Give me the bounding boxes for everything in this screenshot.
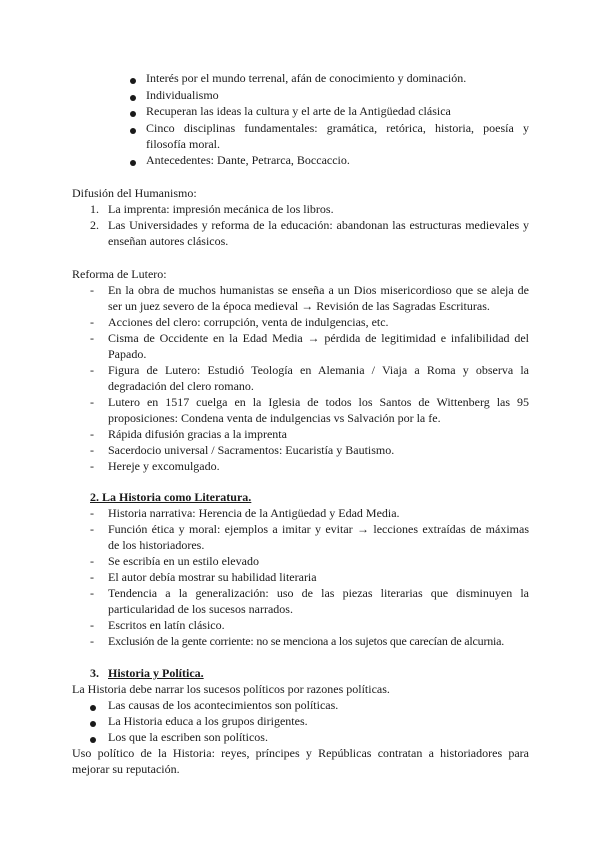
list-dash: -: [90, 554, 94, 568]
section-heading: Historia y Política.: [108, 666, 204, 680]
bullet-dot: [130, 128, 136, 134]
bullet-dot: [130, 160, 136, 166]
list-item-continuation: proposiciones: Condena venta de indulgencias vs Salvación por la fe.: [108, 411, 441, 425]
list-item: Las Universidades y reforma de la educación: abandonan las estructuras medievales y: [108, 218, 529, 232]
list-dash: -: [90, 586, 94, 600]
list-dash: -: [90, 363, 94, 377]
list-item-continuation: filosofía moral.: [146, 137, 220, 151]
list-dash: -: [90, 315, 94, 329]
list-dash: -: [90, 459, 94, 473]
list-dash: -: [90, 618, 94, 632]
list-item: Las causas de los acontecimientos son políticas.: [108, 698, 339, 712]
list-item-continuation: particularidad de los sucesos narrados.: [108, 602, 293, 616]
list-dash: -: [90, 570, 94, 584]
section-heading: Reforma de Lutero:: [72, 267, 167, 281]
list-item: Acciones del clero: corrupción, venta de indulgencias, etc.: [108, 315, 389, 329]
list-item-continuation: Papado.: [108, 347, 147, 361]
list-item: Hereje y excomulgado.: [108, 459, 220, 473]
bullet-dot: [130, 95, 136, 101]
list-item: Antecedentes: Dante, Petrarca, Boccaccio.: [146, 153, 350, 167]
list-item: Escritos en latín clásico.: [108, 618, 225, 632]
bullet-dot: [130, 78, 136, 84]
list-dash: -: [90, 283, 94, 297]
list-item: Los que la escriben son políticos.: [108, 730, 268, 744]
paragraph-continuation: mejorar su reputación.: [72, 762, 180, 776]
list-dash: -: [90, 427, 94, 441]
section-heading: Difusión del Humanismo:: [72, 186, 197, 200]
list-item: Lutero en 1517 cuelga en la Iglesia de todos los Santos de Wittenberg las 95: [108, 395, 529, 409]
list-item: Historia narrativa: Herencia de la Antigüedad y Edad Media.: [108, 506, 400, 520]
bullet-dot: [90, 737, 96, 743]
list-dash: -: [90, 443, 94, 457]
paragraph: La Historia debe narrar los sucesos políticos por razones políticas.: [72, 682, 390, 696]
list-item: Cisma de Occidente en la Edad Media → pérdida de legitimidad e infalibilidad del: [108, 331, 529, 345]
paragraph: Uso político de la Historia: reyes, príncipes y Repúblicas contratan a historiadores para: [72, 746, 529, 760]
list-item: El autor debía mostrar su habilidad literaria: [108, 570, 317, 584]
list-item-continuation: enseñan autores clásicos.: [108, 234, 229, 248]
list-item: Función ética y moral: ejemplos a imitar y evitar → lecciones extraídas de máximas: [108, 522, 529, 536]
bullet-dot: [90, 705, 96, 711]
list-number: 2.: [90, 218, 99, 232]
section-number: 3.: [90, 666, 99, 680]
list-item: Tendencia a la generalización: uso de las piezas literarias que disminuyen la: [108, 586, 529, 600]
list-item: Rápida difusión gracias a la imprenta: [108, 427, 287, 441]
list-item-continuation: ser un juez severo de la época medieval → Revisión de las Sagradas Escrituras.: [108, 299, 490, 313]
list-item: Individualismo: [146, 88, 219, 102]
section-heading: 2. La Historia como Literatura.: [90, 490, 252, 504]
list-item: En la obra de muchos humanistas se enseña a un Dios misericordioso que se aleja de: [108, 283, 529, 297]
list-dash: -: [90, 522, 94, 536]
list-item: Interés por el mundo terrenal, afán de conocimiento y dominación.: [146, 71, 467, 85]
list-number: 1.: [90, 202, 99, 216]
list-dash: -: [90, 506, 94, 520]
list-item: Cinco disciplinas fundamentales: gramática, retórica, historia, poesía y: [146, 121, 529, 135]
list-item: Recuperan las ideas la cultura y el arte de la Antigüedad clásica: [146, 104, 451, 118]
list-item: Exclusión de la gente corriente: no se menciona a los sujetos que carecían de alcurnia.: [108, 634, 505, 648]
list-dash: -: [90, 395, 94, 409]
list-item: Sacerdocio universal / Sacramentos: Eucaristía y Bautismo.: [108, 443, 395, 457]
list-item-continuation: degradación del clero romano.: [108, 379, 254, 393]
bullet-dot: [90, 721, 96, 727]
list-dash: -: [90, 634, 94, 648]
list-item: La Historia educa a los grupos dirigentes.: [108, 714, 308, 728]
list-item: Se escribía en un estilo elevado: [108, 554, 259, 568]
list-item-continuation: de los historiadores.: [108, 538, 205, 552]
bullet-dot: [130, 111, 136, 117]
list-item: Figura de Lutero: Estudió Teología en Alemania / Viaja a Roma y observa la: [108, 363, 529, 377]
list-item: La imprenta: impresión mecánica de los libros.: [108, 202, 334, 216]
list-dash: -: [90, 331, 94, 345]
